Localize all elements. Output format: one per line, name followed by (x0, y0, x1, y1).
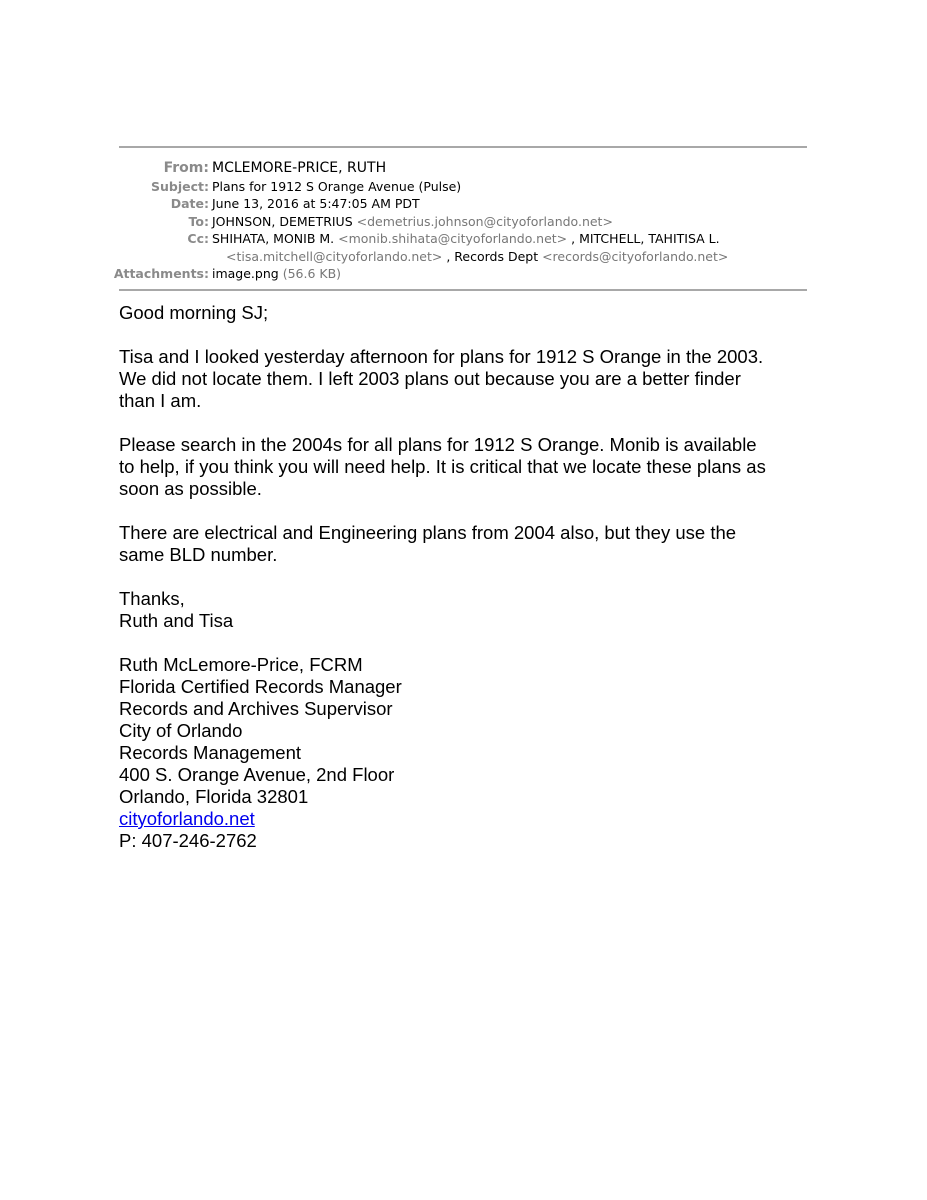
subject-value: Plans for 1912 S Orange Avenue (Pulse) (212, 178, 462, 194)
body-line: same BLD number. (119, 544, 278, 565)
cc-row (100, 230, 820, 265)
subject-label: Subject: (151, 178, 209, 194)
to-label: To: (188, 213, 209, 229)
greeting (119, 302, 819, 324)
closing-line: Ruth and Tisa (119, 610, 234, 631)
cc-recipient-email[interactable]: <tisa.mitchell@cityoforlando.net> (226, 248, 443, 264)
from-row (100, 160, 820, 178)
to-value (212, 213, 820, 231)
paragraph-1 (119, 346, 819, 412)
cc-recipient-email[interactable]: <monib.shihata@cityoforlando.net> (338, 231, 568, 246)
signature-phone: P: 407-246-2762 (119, 830, 257, 851)
to-recipient-name: JOHNSON, DEMETRIUS (212, 213, 353, 229)
cc-recipient-name: SHIHATA, MONIB M. (212, 231, 335, 246)
date-value: June 13, 2016 at 5:47:05 AM PDT (212, 196, 420, 211)
date-label: Date: (170, 196, 209, 211)
to-recipient-email[interactable]: <demetrius.johnson@cityoforlando.net> (356, 213, 613, 229)
cc-separator: , (567, 231, 580, 246)
body-line: to help, if you think you will need help. It is critical that we locate these plans as (119, 456, 766, 477)
cc-recipient-name: Records Dept (454, 248, 539, 264)
attachments-value (212, 265, 820, 283)
signature-address: Orlando, Florida 32801 (119, 786, 309, 807)
signature-website-line (119, 808, 819, 830)
email-header (100, 160, 820, 283)
signature-title: Florida Certified Records Manager (119, 676, 402, 697)
attachment-size: (56.6 KB) (282, 266, 342, 281)
cc-separator: , (442, 248, 455, 264)
header-top-divider (119, 146, 807, 148)
closing-line: Thanks, (119, 588, 185, 609)
to-row (100, 213, 820, 231)
body-line: We did not locate them. I left 2003 plans out because you are a better finder (119, 368, 741, 389)
body-line: than I am. (119, 390, 202, 411)
paragraph-3 (119, 522, 819, 566)
signature-block (119, 654, 819, 852)
date-row (100, 195, 820, 213)
body-line: There are electrical and Engineering plans from 2004 also, but they use the (119, 522, 737, 543)
greeting-line: Good morning SJ; (119, 302, 269, 323)
signature-title: Records and Archives Supervisor (119, 698, 393, 719)
attachments-label: Attachments: (113, 266, 209, 281)
paragraph-2 (119, 434, 819, 500)
email-body (119, 302, 819, 874)
cc-recipient-name: MITCHELL, TAHITISA L. (579, 231, 720, 246)
body-line: Tisa and I looked yesterday afternoon for plans for 1912 S Orange in the 2003. (119, 346, 764, 367)
attachments-row (100, 265, 820, 283)
body-line: Please search in the 2004s for all plans for 1912 S Orange. Monib is available (119, 434, 757, 455)
signature-org: City of Orlando (119, 720, 243, 741)
website-link[interactable]: cityoforlando.net (119, 808, 255, 829)
subject-row (100, 178, 820, 196)
closing (119, 588, 819, 632)
from-label: From: (163, 160, 209, 176)
from-value: MCLEMORE-PRICE, RUTH (212, 160, 387, 176)
body-line: soon as possible. (119, 478, 262, 499)
signature-address: 400 S. Orange Avenue, 2nd Floor (119, 764, 395, 785)
attachment-filename[interactable]: image.png (212, 266, 279, 281)
header-bottom-divider (119, 289, 807, 291)
signature-name: Ruth McLemore-Price, FCRM (119, 654, 363, 675)
cc-value (212, 230, 820, 265)
signature-dept: Records Management (119, 742, 302, 763)
cc-label: Cc: (187, 231, 209, 246)
cc-recipient-email[interactable]: <records@cityoforlando.net> (542, 248, 729, 264)
